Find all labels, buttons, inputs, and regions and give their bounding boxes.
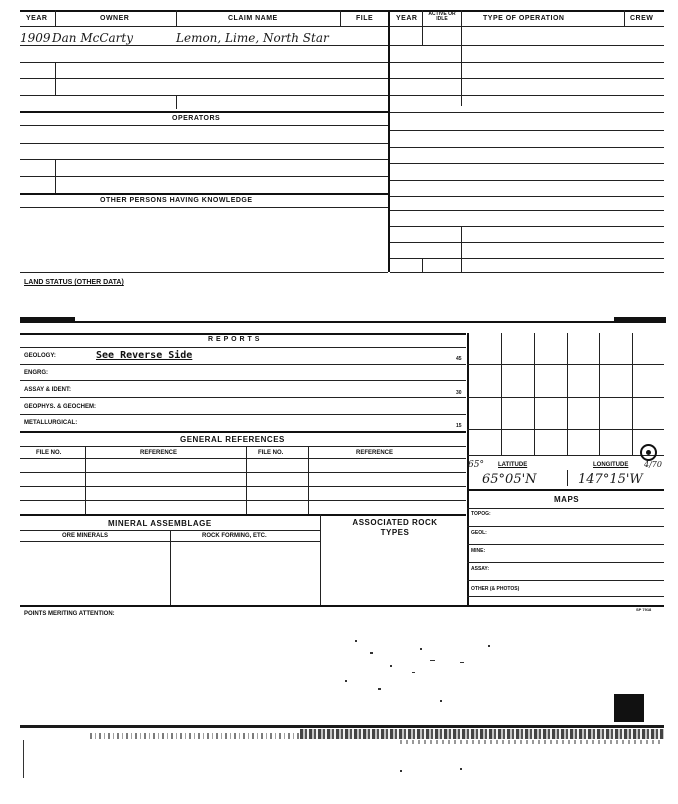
reference-header: REFERENCE <box>140 450 178 456</box>
location-circle-icon <box>640 444 657 461</box>
maps-other: OTHER (& PHOTOS) <box>471 586 520 592</box>
maps-geol: GEOL: <box>471 530 487 536</box>
general-references-title: GENERAL REFERENCES <box>180 435 285 444</box>
associated-rock-types: ASSOCIATED ROCK TYPES <box>352 518 438 537</box>
metallurgical-label: METALLURGICAL: <box>24 420 78 426</box>
maps-topog: TOPOG: <box>471 511 491 517</box>
ore-minerals-header: ORE MINERALS <box>62 533 109 539</box>
claim-name-entry: Lemon, Lime, North Star <box>176 31 329 45</box>
maps-mine: MINE: <box>471 548 486 554</box>
file-no-header: FILE NO. <box>36 450 62 456</box>
header-crew: CREW <box>630 15 654 22</box>
claim-owner-entry: Dan McCarty <box>52 31 133 45</box>
engrg-label: ENGRG: <box>24 370 48 376</box>
scan-bar-right <box>614 317 666 323</box>
header-year: YEAR <box>26 15 48 22</box>
header-claim-name: CLAIM NAME <box>228 15 278 22</box>
longitude-mark: 4/70 <box>644 460 662 469</box>
mineral-assemblage-title: MINERAL ASSEMBLAGE <box>108 519 212 528</box>
header-file: FILE <box>356 15 374 22</box>
header-year-2: YEAR <box>396 15 418 22</box>
operators-title: OPERATORS <box>172 115 221 122</box>
geophys-label: GEOPHYS. & GEOCHEM: <box>24 404 97 410</box>
maps-title: MAPS <box>554 495 580 504</box>
lat-degree: 65° <box>468 460 484 470</box>
latitude-value: 65°05'N <box>482 472 537 487</box>
assay-label: ASSAY & IDENT: <box>24 387 72 393</box>
claim-year-entry: 1909 <box>20 31 51 45</box>
num-30: 30 <box>456 390 462 396</box>
reference-header-2: REFERENCE <box>356 450 394 456</box>
reports-title: R E P O R T S <box>208 336 260 343</box>
rock-forming-header: ROCK FORMING, ETC. <box>202 533 267 539</box>
land-status-label: LAND STATUS (OTHER DATA) <box>24 279 124 286</box>
points-meriting-attention: POINTS MERITING ATTENTION: <box>24 611 115 617</box>
geology-value: See Reverse Side <box>96 350 193 361</box>
num-45: 45 <box>456 356 462 362</box>
longitude-label: LONGITUDE <box>593 462 629 468</box>
other-persons-title: OTHER PERSONS HAVING KNOWLEDGE <box>100 197 253 204</box>
latitude-label: LATITUDE <box>498 462 528 468</box>
file-no-header-2: FILE NO. <box>258 450 284 456</box>
header-active-or-idle: ACTIVE OR IDLE <box>428 11 456 22</box>
header-owner: OWNER <box>100 15 130 22</box>
maps-assay: ASSAY: <box>471 566 490 572</box>
header-type-of-operation: TYPE OF OPERATION <box>483 15 565 22</box>
geology-label: GEOLOGY: <box>24 353 56 359</box>
form-number: SP 7918 <box>636 607 652 612</box>
longitude-value: 147°15'W <box>578 472 643 487</box>
num-15: 15 <box>456 423 462 429</box>
